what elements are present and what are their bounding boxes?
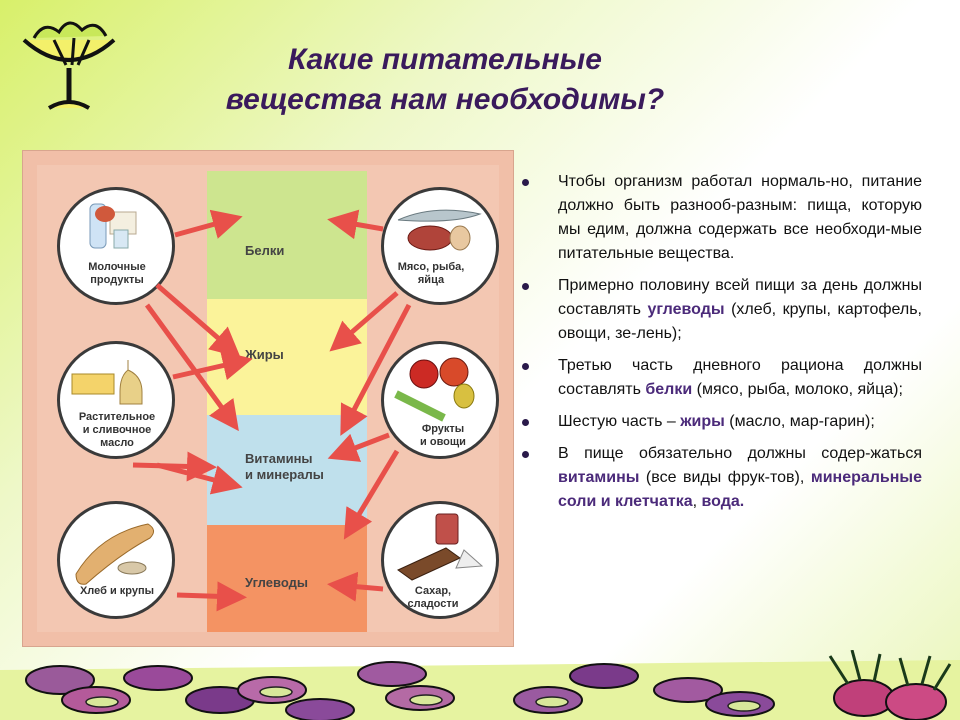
highlight-water: вода. (701, 493, 745, 510)
nutrition-facts-list (522, 170, 922, 522)
salad-glass-logo (14, 10, 124, 120)
list-item (522, 410, 922, 434)
label-carbs: Углеводы (245, 575, 308, 590)
arrow-fruit-carbs (349, 451, 397, 531)
arrow-meat-vitamins (345, 305, 409, 427)
bullet-3-tail: (мясо, рыба, молоко, яйца); (692, 381, 903, 398)
list-item (522, 354, 922, 402)
highlight-vitamins: витамины (558, 469, 640, 486)
title-line-1: Какие питательные (288, 43, 602, 76)
label-dairy-2: продукты (90, 274, 144, 286)
highlight-minerals: минеральные соли и клетчатка (558, 469, 922, 510)
bullet-5-comma: , (692, 493, 702, 510)
highlight-fats: жиры (680, 413, 725, 430)
arrow-group (133, 219, 409, 597)
arrow-fruit-vitamins (337, 435, 389, 455)
list-item (522, 274, 922, 346)
label-fruit-1: Фрукты (421, 423, 465, 435)
label-vitamins-1: Витамины (245, 451, 313, 466)
label-oil-3: масло (100, 437, 134, 449)
diagram-arrows (37, 165, 499, 632)
label-sugar-2: сладости (407, 598, 459, 610)
bullet-3-text: Третью часть дневного рациона должны составлять (558, 357, 922, 398)
label-sugar-1: Сахар, (414, 585, 452, 597)
title-line-2: вещества нам необходимы? (225, 83, 665, 116)
bullet-5-mid: (все виды фрук-тов), (639, 469, 811, 486)
label-meat-1: Мясо, рыба, (397, 261, 465, 273)
label-dairy-1: Молочные (88, 261, 146, 273)
arrow-dairy-fats (157, 285, 233, 351)
bullet-2-tail: (хлеб, крупы, картофель, овощи, зе-лень); (558, 301, 922, 342)
label-fruit-2: и овощи (420, 436, 466, 448)
label-meat-2: яйца (417, 274, 445, 286)
arrow-meat-fats (337, 293, 397, 345)
page-title (150, 40, 740, 120)
arrow-dairy-proteins (175, 219, 233, 235)
vegetable-border-decoration (0, 650, 960, 720)
list-item (522, 170, 922, 266)
diagram-background (37, 165, 499, 632)
bullet-4-tail: (масло, мар-гарин); (724, 413, 875, 430)
label-oil-2: и сливочное (82, 424, 152, 436)
label-vitamins-2: и минералы (245, 467, 324, 482)
highlight-proteins: белки (645, 381, 693, 398)
arrow-bread-carbs (177, 595, 237, 597)
list-item (522, 442, 922, 514)
nutrition-diagram (22, 150, 514, 647)
arrow-oil-fats (173, 361, 243, 377)
bullet-5-text: В пище обязательно должны содер-жаться (558, 445, 922, 462)
highlight-carbs: углеводы (647, 301, 725, 318)
label-bread: Хлеб и крупы (79, 585, 155, 597)
label-fats: Жиры (245, 347, 284, 362)
label-oil-1: Растительное (78, 411, 156, 423)
bullet-4-text: Шестую часть – (558, 413, 681, 430)
bullet-text-1: Чтобы организм работал нормаль-но, питание должно быть разнооб-разным: пища, которую мы едим, должна содержать все необходи-мые питательные вещества. (558, 173, 922, 262)
label-proteins: Белки (245, 243, 285, 258)
arrow-sugar-carbs (337, 585, 383, 589)
arrow-meat-proteins (337, 221, 383, 229)
bullet-2-text: Примерно половину всей пищи за день должны составлять (558, 277, 922, 318)
